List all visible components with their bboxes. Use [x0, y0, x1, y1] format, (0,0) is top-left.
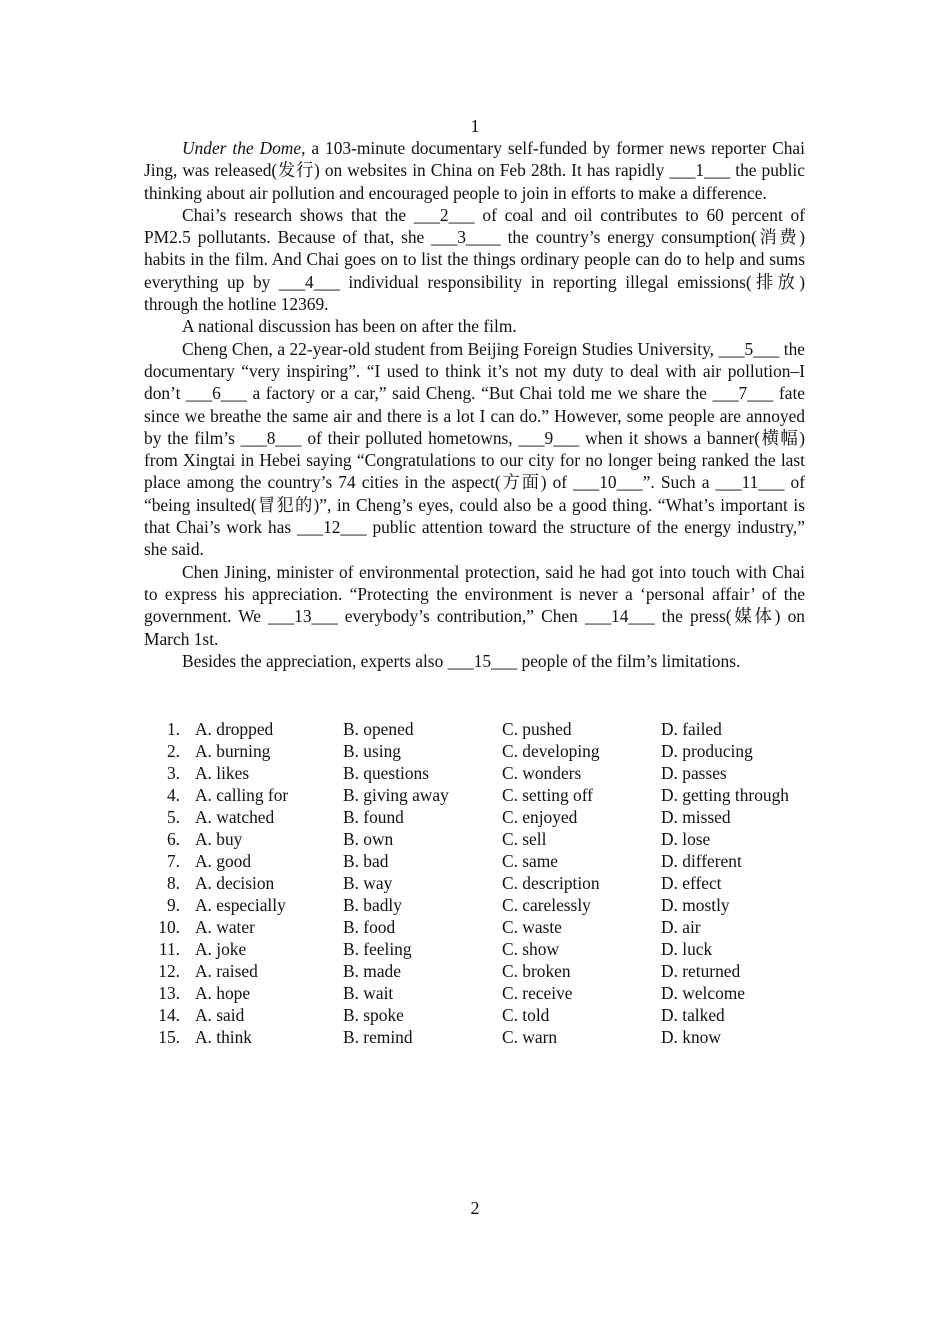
paragraph-1	[144, 137, 805, 204]
question-number: 1.	[166, 719, 180, 739]
question-number: 15.	[158, 1027, 180, 1047]
option-b: B. opened	[343, 719, 414, 739]
option-c: C. sell	[502, 829, 547, 849]
option-c: C. told	[502, 1005, 550, 1025]
question-number: 12.	[158, 961, 180, 981]
question-number: 8.	[166, 873, 180, 893]
option-c: C. broken	[502, 961, 571, 981]
option-b: B. bad	[343, 851, 389, 871]
question-number: 9.	[166, 895, 180, 915]
film-title: Under the Dome	[182, 138, 302, 158]
option-a: A. especially	[195, 895, 286, 915]
option-a: A. watched	[195, 807, 275, 827]
option-row	[144, 762, 844, 784]
option-row	[144, 982, 844, 1004]
option-d: D. mostly	[661, 895, 730, 915]
answer-options	[144, 718, 844, 1048]
option-d: D. passes	[661, 763, 727, 783]
paragraph-6: Besides the appreciation, experts also ___15___ people of the film’s limitations.	[182, 650, 741, 671]
option-a: A. water	[195, 917, 255, 937]
option-d: D. getting through	[661, 785, 790, 805]
option-d: D. failed	[661, 719, 722, 739]
page-number-top: 1	[470, 116, 480, 136]
option-row	[144, 806, 844, 828]
option-b: B. way	[343, 873, 393, 893]
option-c: C. developing	[502, 741, 600, 761]
option-c: C. description	[502, 873, 600, 893]
option-c: C. carelessly	[502, 895, 591, 915]
option-row	[144, 960, 844, 982]
option-a: A. likes	[195, 763, 250, 783]
option-a: A. buy	[195, 829, 243, 849]
option-row	[144, 938, 844, 960]
option-c: C. receive	[502, 983, 573, 1003]
option-b: B. badly	[343, 895, 402, 915]
question-number: 14.	[158, 1005, 180, 1025]
option-row	[144, 1026, 844, 1048]
option-c: C. same	[502, 851, 559, 871]
option-b: B. spoke	[343, 1005, 404, 1025]
option-d: D. effect	[661, 873, 722, 893]
option-b: B. found	[343, 807, 404, 827]
option-row	[144, 718, 844, 740]
option-row	[144, 916, 844, 938]
option-a: A. hope	[195, 983, 251, 1003]
option-c: C. waste	[502, 917, 562, 937]
paragraph-1-text: , a 103-minute documentary self-funded by former news reporter Chai Jing, was released(发行) on websites in China on Feb 28th. It has rapidly ___1___ the public thinking about air pollution and encouraged people to join in efforts to make a difference.	[144, 138, 805, 203]
option-d: D. different	[661, 851, 742, 871]
question-number: 13.	[158, 983, 180, 1003]
option-a: A. raised	[195, 961, 258, 981]
option-d: D. missed	[661, 807, 731, 827]
option-b: B. feeling	[343, 939, 412, 959]
option-c: C. wonders	[502, 763, 582, 783]
option-b: B. food	[343, 917, 396, 937]
option-b: B. wait	[343, 983, 394, 1003]
option-row	[144, 740, 844, 762]
option-row	[144, 828, 844, 850]
page-number-bottom: 2	[470, 1198, 480, 1218]
option-row	[144, 850, 844, 872]
option-d: D. know	[661, 1027, 721, 1047]
question-number: 3.	[166, 763, 180, 783]
article	[144, 137, 805, 672]
question-number: 4.	[166, 785, 180, 805]
option-c: C. show	[502, 939, 560, 959]
option-c: C. enjoyed	[502, 807, 578, 827]
option-d: D. talked	[661, 1005, 725, 1025]
question-number: 6.	[166, 829, 180, 849]
option-d: D. luck	[661, 939, 713, 959]
option-a: A. good	[195, 851, 252, 871]
paragraph-3: A national discussion has been on after the film.	[182, 316, 517, 337]
option-b: B. made	[343, 961, 401, 981]
option-a: A. think	[195, 1027, 253, 1047]
option-a: A. decision	[195, 873, 275, 893]
option-a: A. joke	[195, 939, 247, 959]
option-d: D. producing	[661, 741, 753, 761]
option-d: D. lose	[661, 829, 711, 849]
option-b: B. questions	[343, 763, 429, 783]
option-c: C. pushed	[502, 719, 572, 739]
paragraph-4: Cheng Chen, a 22-year-old student from Beijing Foreign Studies University, ___5___ the documentary “very inspiring”. “I used to think it’s not my duty to deal with air pollution–I don’t ___6___ a factory or a car,” said Cheng. “But Chai told me we share the ___7___ fate since we breathe the same air and there is a lot I can do.” However, some people are annoyed by the film’s ___8___ of their polluted hometowns, ___9___ when it shows a banner(横幅) from Xingtai in Hebei saying “Congratulations to our city for no longer being ranked the last place among the country’s 74 cities in the aspect(方面) of ___10___”. Such a ___11___ of “being insulted(冒犯的)”, in Cheng’s eyes, could also be a good thing. “What’s important is that Chai’s work has ___12___ public attention toward the structure of the energy industry,” she said.	[144, 338, 805, 560]
option-row	[144, 872, 844, 894]
option-a: A. said	[195, 1005, 245, 1025]
option-d: D. welcome	[661, 983, 746, 1003]
option-a: A. dropped	[195, 719, 274, 739]
question-number: 2.	[166, 741, 180, 761]
option-row	[144, 1004, 844, 1026]
option-a: A. burning	[195, 741, 271, 761]
paragraph-5: Chen Jining, minister of environmental protection, said he had got into touch with Chai to express his appreciation. “Protecting the environment is never a ‘personal affair’ of the government. We ___13___ everybody’s contribution,” Chen ___14___ the press(媒体) on March 1st.	[144, 561, 805, 649]
option-a: A. calling for	[195, 785, 289, 805]
question-number: 7.	[166, 851, 180, 871]
option-b: B. using	[343, 741, 401, 761]
option-c: C. setting off	[502, 785, 593, 805]
option-d: D. air	[661, 917, 701, 937]
option-row	[144, 894, 844, 916]
option-b: B. own	[343, 829, 394, 849]
option-row	[144, 784, 844, 806]
option-b: B. giving away	[343, 785, 449, 805]
option-c: C. warn	[502, 1027, 558, 1047]
question-number: 11.	[158, 939, 180, 959]
question-number: 5.	[166, 807, 180, 827]
paragraph-2: Chai’s research shows that the ___2___ of coal and oil contributes to 60 percent of PM2.5 pollutants. Because of that, she ___3____ the country’s energy consumption(消费) habits in the film. And Chai goes on to list the things ordinary people can do to help and sums everything up by ___4___ individual responsibility in reporting illegal emissions(排放) through the hotline 12369.	[144, 204, 805, 315]
option-d: D. returned	[661, 961, 741, 981]
question-number: 10.	[158, 917, 180, 937]
option-b: B. remind	[343, 1027, 413, 1047]
